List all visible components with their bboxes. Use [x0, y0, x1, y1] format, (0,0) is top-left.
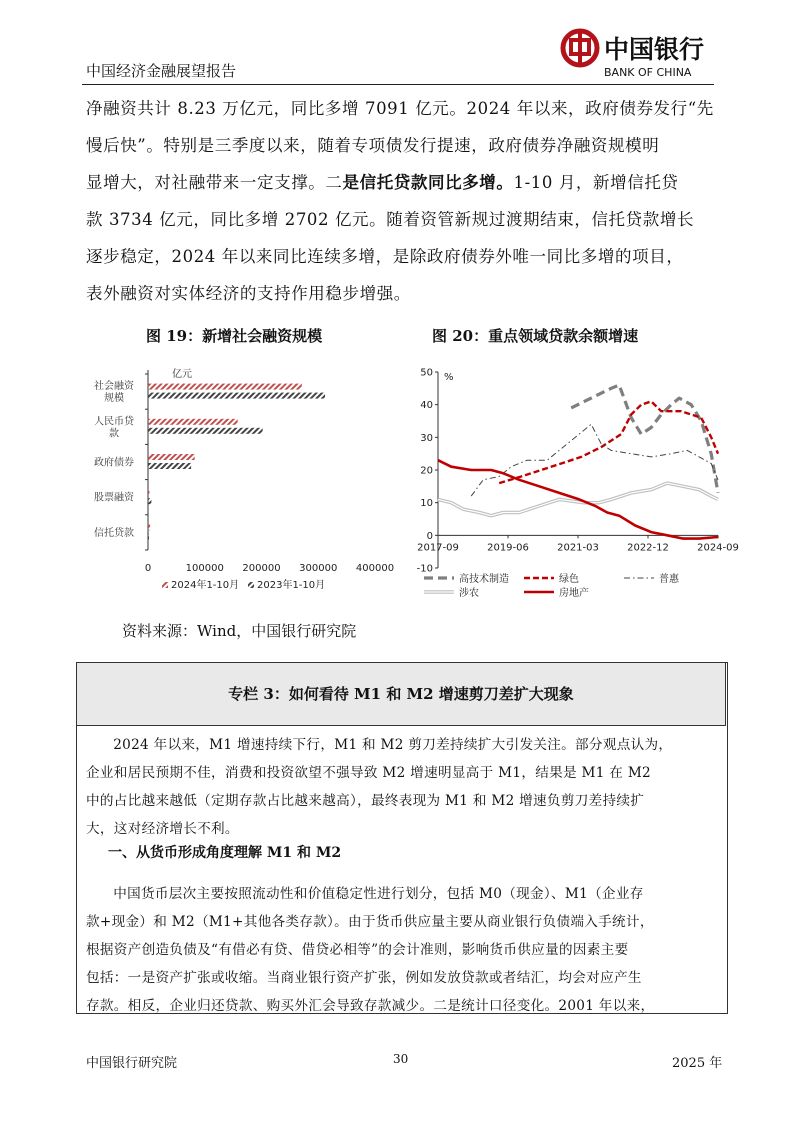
bar-2024	[148, 419, 238, 425]
intro-line-3: 显增大，对社融带来一定支撑。二是信托贷款同比多增。1-10 月，新增信托贷	[86, 173, 679, 192]
y-tick-label: 50	[420, 367, 433, 379]
column-box-title: 专栏 3：如何看待 M1 和 M2 增速剪刀差扩大现象	[228, 685, 574, 703]
bar-2023	[148, 533, 149, 539]
unit-label: 亿元	[172, 369, 192, 380]
x-tick-label: 300000	[299, 563, 338, 574]
x-tick-label: 400000	[355, 563, 395, 574]
bar-2024	[148, 384, 302, 390]
logo-cn-text: 中国银行	[604, 35, 705, 64]
box-para2-line-5: 存款。相反，企业归还贷款、购买外汇会导致存款减少。二是统计口径变化。2001 年以来，	[86, 998, 655, 1014]
figure-20-title: 图 20：重点领域贷款余额增速	[432, 327, 639, 345]
box-section-title: 一、从货币形成角度理解 M1 和 M2	[108, 845, 342, 861]
box-para1-line-2: 企业和居民预期不佳，消费和投资欲望不强导致 M2 增速明显高于 M1，结果是 M1 在 M2	[86, 765, 651, 781]
box-para1-line-3: 中的占比越来越低（定期存款占比越来越高），最终表现为 M1 和 M2 增速负剪刀差持续扩	[86, 793, 645, 809]
series-line-4	[438, 460, 718, 538]
intro-line-1: 净融资共计 8.23 万亿元，同比多增 7091 亿元。2024 年以来，政府债券发行“先	[86, 99, 714, 118]
x-tick-label: 2017-09	[417, 542, 459, 554]
page-number: 30	[393, 1052, 409, 1066]
footer-org: 中国银行研究院	[86, 1056, 178, 1071]
x-tick-label: 100000	[185, 563, 224, 574]
box-para2-line-4: 包括：一是资产扩张或收缩。当商业银行资产扩张，例如发放贷款或者结汇，均会对应产生	[86, 970, 642, 986]
y-tick-label: 20	[420, 465, 433, 477]
category-label: 规模	[104, 393, 124, 405]
bar-2024	[148, 489, 149, 495]
bank-of-china-logo	[560, 24, 720, 82]
category-label: 人民币贷	[94, 416, 134, 428]
y-tick-label: 30	[420, 432, 433, 444]
header-divider	[82, 84, 714, 85]
legend-swatch	[162, 582, 168, 588]
y-tick-label: -10	[416, 563, 433, 575]
legend-label: 房地产	[559, 588, 589, 599]
box-para1-line-4: 大，这对经济增长不利。	[86, 821, 239, 837]
box-para2-line-3: 根据资产创造负债及“有借必有贷、借贷必相等”的会计准则，影响货币供应量的因素主要	[86, 942, 629, 958]
figure-19-bar-chart	[82, 360, 395, 600]
x-tick-label: 200000	[242, 563, 281, 574]
legend-label: 2023年1-10月	[257, 580, 326, 591]
x-tick-label: 2022-12	[627, 542, 669, 554]
category-label: 信托贷款	[94, 527, 134, 539]
intro-line-4: 款 3734 亿元，同比多增 2702 亿元。随着资管新规过渡期结束，信托贷款增长	[86, 210, 695, 229]
y-tick-label: 40	[420, 400, 433, 412]
series-line-0	[571, 385, 718, 493]
y-tick-label: 10	[420, 498, 433, 510]
figure-19-title: 图 19：新增社会融资规模	[146, 327, 323, 345]
x-tick-label: 2024-09	[697, 542, 739, 554]
category-label: 政府债券	[94, 457, 134, 469]
box-para1-line-1: 2024 年以来，M1 增速持续下行，M1 和 M2 剪刀差持续扩大引发关注。部分观点认为，	[113, 737, 673, 753]
unit-label: %	[444, 372, 454, 383]
series-line-1	[499, 401, 718, 483]
legend-swatch	[248, 582, 254, 588]
box-para2-line-1: 中国货币层次主要按照流动性和价值稳定性进行划分，包括 M0（现金）、M1（企业存	[113, 886, 644, 902]
legend-label: 2024年1-10月	[171, 580, 240, 591]
legend-label: 高技术制造	[459, 574, 509, 585]
x-tick-label: 2019-06	[487, 542, 529, 554]
category-label: 股票融资	[94, 492, 134, 504]
box-para2-line-2: 款+现金）和 M2（M1+其他各类存款）。由于货币供应量主要从商业银行负债端入手统计，	[86, 914, 654, 930]
source-note: 资料来源：Wind，中国银行研究院	[122, 622, 357, 640]
figure-20-line-chart	[404, 360, 739, 600]
legend-label: 涉农	[459, 588, 479, 599]
report-title: 中国经济金融展望报告	[86, 62, 237, 80]
bar-2023	[148, 498, 151, 504]
x-tick-label: 2021-03	[557, 542, 599, 554]
legend-label: 普惠	[659, 574, 679, 585]
legend-label: 绿色	[559, 574, 579, 585]
bar-2023	[148, 428, 263, 434]
bar-2024	[148, 454, 195, 460]
footer-year: 2025 年	[672, 1056, 723, 1071]
intro-line-6: 表外融资对实体经济的支持作用稳步增强。	[86, 284, 411, 303]
logo-en-text: BANK OF CHINA	[604, 66, 692, 79]
intro-bold-point: 是信托贷款同比多增。	[342, 173, 514, 192]
intro-line-5: 逐步稳定，2024 年以来同比连续多增，是除政府债券外唯一同比多增的项目，	[86, 247, 684, 266]
bar-2024	[148, 524, 150, 530]
x-tick-label: 0	[144, 563, 152, 574]
y-tick-label: 0	[426, 530, 433, 542]
intro-line-2: 慢后快”。特别是三季度以来，随着专项债发行提速，政府债券净融资规模明	[86, 136, 660, 155]
category-label: 款	[109, 428, 119, 440]
bar-2023	[148, 463, 191, 469]
category-label: 社会融资	[94, 381, 134, 393]
bar-2023	[148, 393, 325, 399]
